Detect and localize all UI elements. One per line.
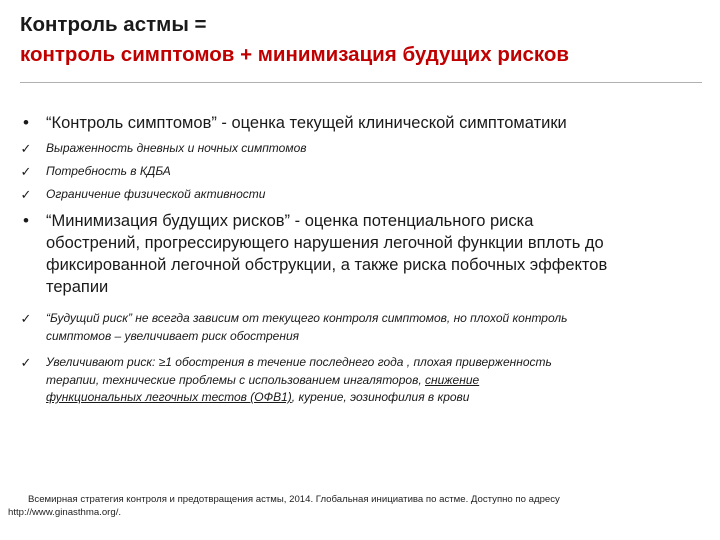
underlined-text: функциональных легочных тестов (ОФВ1) [46,390,292,404]
text-line [46,389,552,407]
text-line: “Минимизация будущих рисков” - оценка потенциального риска [46,212,534,230]
bullet-icon: • [23,211,29,230]
bullet-future-risk-text [46,210,607,298]
footnote-url: http://www.ginasthma.org/. [8,507,122,518]
text-line: “Будущий риск” не всегда зависим от текущего контроля симптомов, но плохой контроль [46,311,568,325]
checkmark-icon: ✓ [20,311,32,326]
text-line: терапии [46,278,109,296]
footnote [8,493,698,519]
text-line: обострений, прогрессирующего нарушения легочной функции вплоть до [46,234,604,252]
text-line: фиксированной легочной обструкции, а также риска побочных эффектов [46,256,608,274]
title-line-2: контроль симптомов + минимизация будущих рисков [20,43,570,66]
text-line: Увеличивают риск: ≥1 обострения в течение последнего года , плохая приверженность [46,355,552,369]
title-line-1: Контроль астмы = [20,13,207,36]
text-segment: терапии, технические проблемы с использованием ингаляторов, [46,372,426,387]
title-divider [20,82,702,83]
footnote-citation: Всемирная стратегия контроля и предотвращения астмы, 2014. Глобальная инициатива по астме. Доступно по адресу [28,494,560,505]
check-item-text: Выраженность дневных и ночных симптомов [46,141,307,155]
bullet-symptom-control-text: “Контроль симптомов” - оценка текущей клинической симптоматики [46,114,567,132]
text-segment: , курение, эозинофилия в крови [291,390,470,404]
bullet-icon: • [23,113,29,132]
check-item-text [46,310,567,345]
checkmark-icon: ✓ [20,355,32,370]
check-item-text [46,354,552,407]
check-item-text: Потребность в КДБА [46,164,171,178]
text-line [46,372,552,390]
checkmark-icon: ✓ [20,141,32,156]
underlined-text: снижение [425,372,480,387]
checkmark-icon: ✓ [20,164,32,179]
checkmark-icon: ✓ [20,187,32,202]
check-item-text: Ограничение физической активности [46,187,266,201]
text-line: симптомов – увеличивает риск обострения [46,328,300,343]
slide-title [20,10,710,70]
